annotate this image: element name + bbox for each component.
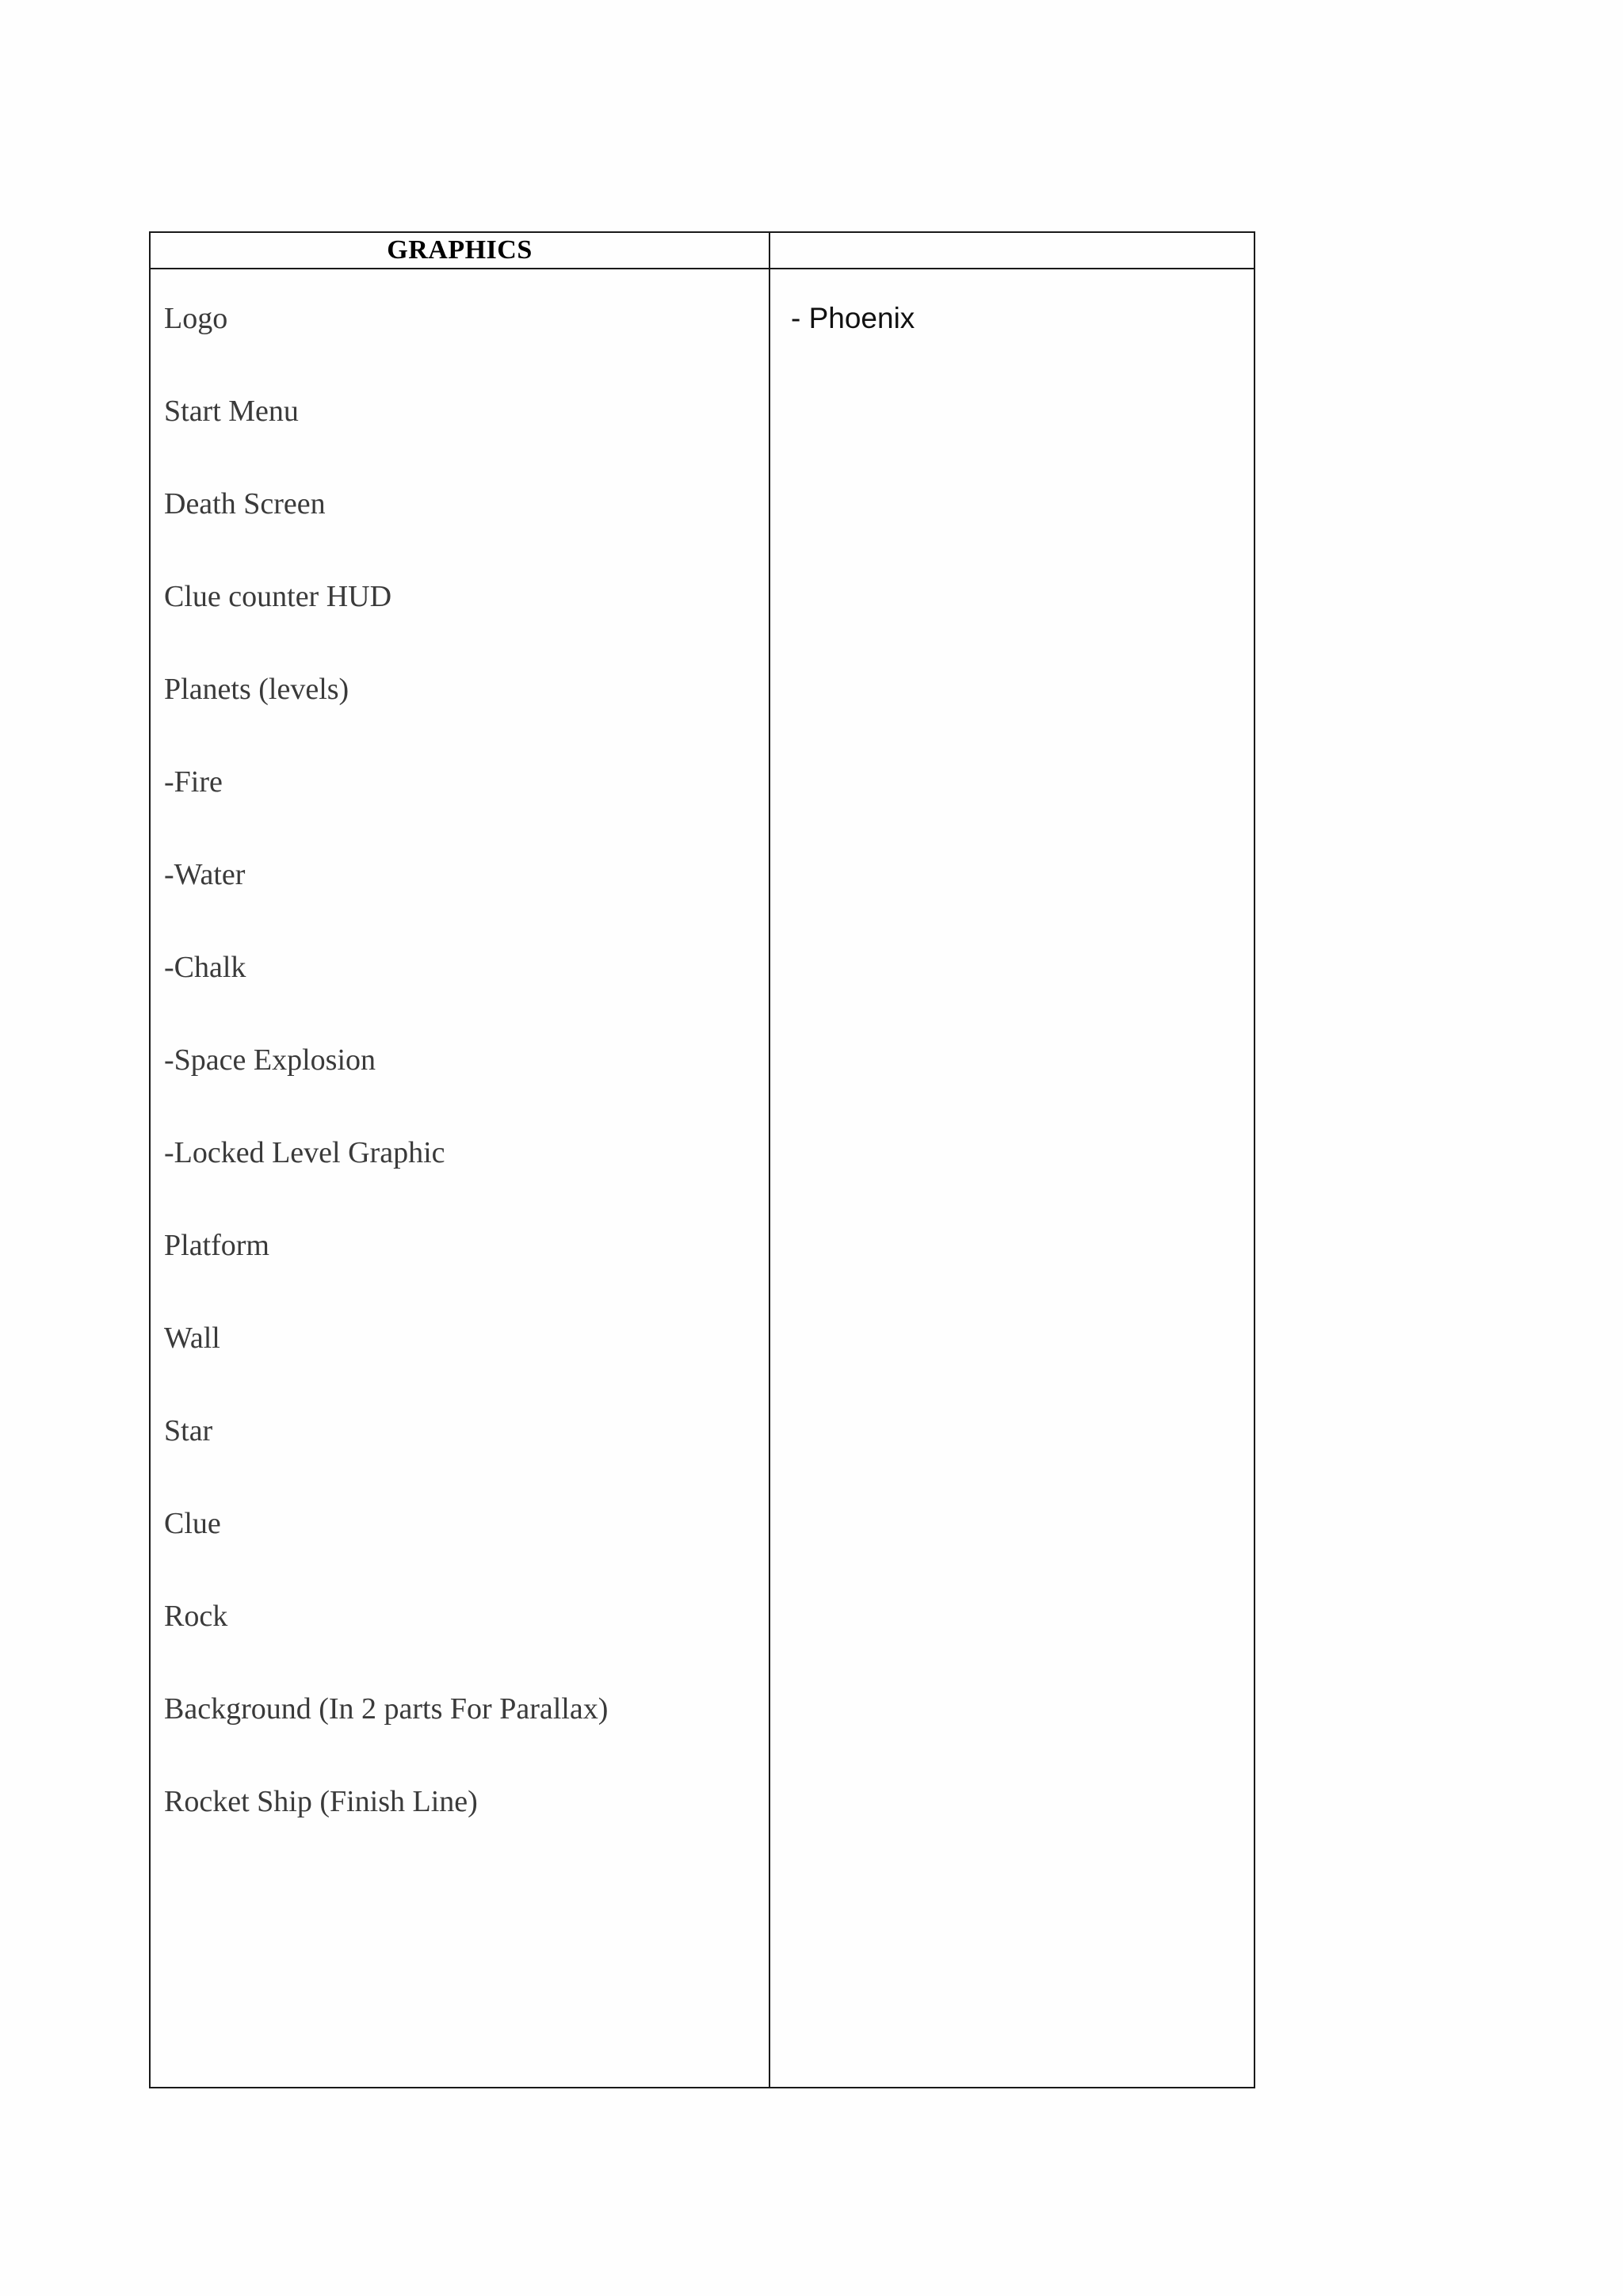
graphics-item: Clue [164, 1507, 221, 1540]
graphics-item: Start Menu [164, 395, 299, 428]
graphics-item: Platform [164, 1229, 269, 1262]
graphics-item: -Locked Level Graphic [164, 1136, 445, 1169]
graphics-item: Logo [164, 302, 228, 335]
graphics-item: -Chalk [164, 951, 246, 984]
graphics-table [149, 231, 1255, 2088]
graphics-item: Wall [164, 1322, 220, 1355]
graphics-item: -Water [164, 858, 246, 891]
table-header-graphics: GRAPHICS [387, 235, 533, 265]
graphics-item: -Fire [164, 765, 223, 799]
table-header-row [151, 233, 1254, 269]
column-divider [769, 233, 770, 2087]
graphics-item: Rock [164, 1600, 228, 1633]
graphics-item: -Space Explosion [164, 1043, 376, 1077]
assignee-note: - Phoenix [791, 302, 915, 334]
graphics-item: Death Screen [164, 487, 326, 521]
graphics-item: Rocket Ship (Finish Line) [164, 1785, 478, 1818]
graphics-items-list [164, 299, 608, 1875]
graphics-item: Background (In 2 parts For Parallax) [164, 1692, 609, 1726]
graphics-item: Clue counter HUD [164, 580, 392, 613]
graphics-item: Planets (levels) [164, 673, 349, 706]
graphics-item: Star [164, 1414, 213, 1447]
